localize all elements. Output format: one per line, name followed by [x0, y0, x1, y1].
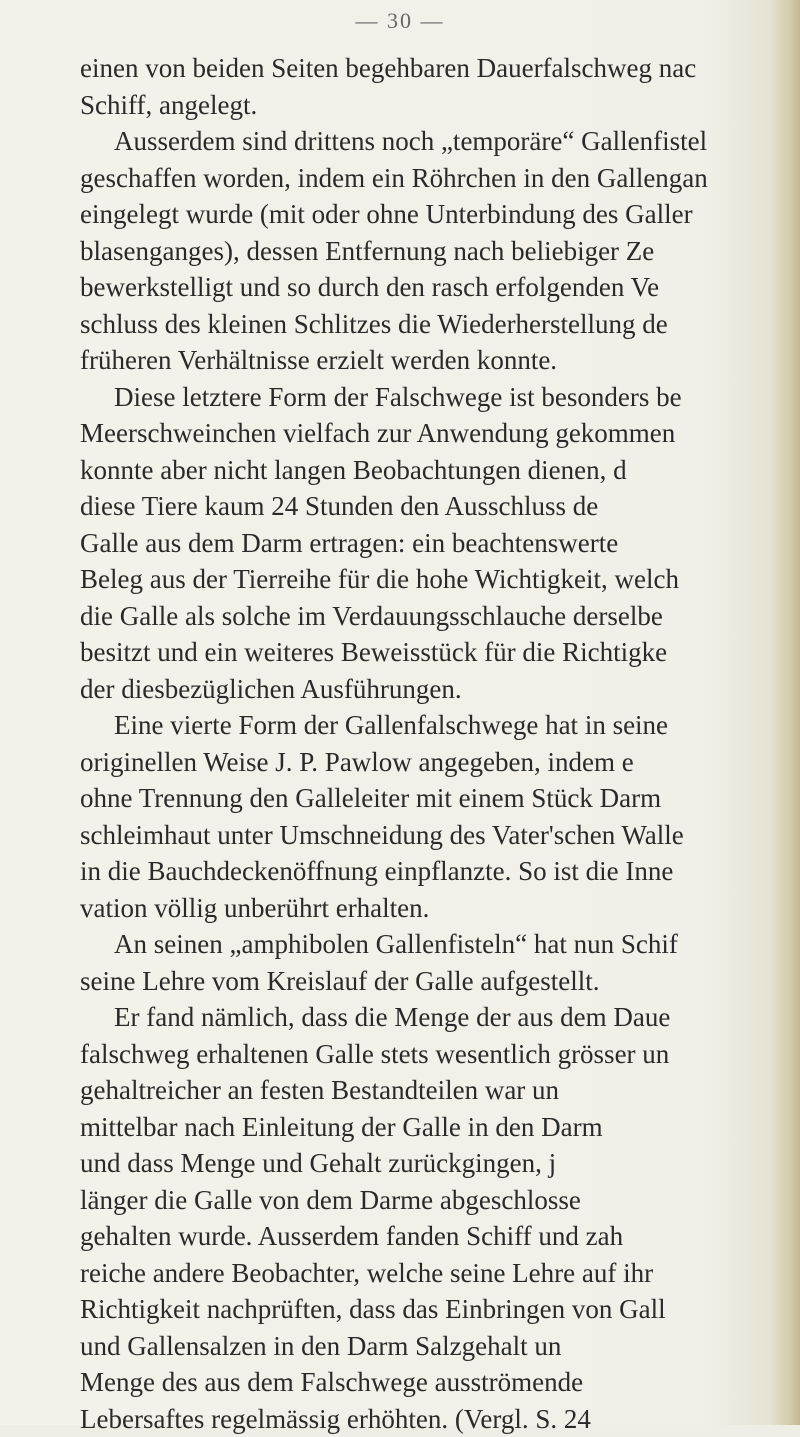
text-line: falschweg erhaltenen Galle stets wesentlich grösser un	[80, 1036, 800, 1073]
text-line: und dass Menge und Gehalt zurückgingen, j	[80, 1145, 800, 1182]
text-line: vation völlig unberührt erhalten.	[80, 890, 800, 927]
text-line: eingelegt wurde (mit oder ohne Unterbindung des Galler	[80, 196, 800, 233]
text-line: Richtigkeit nachprüften, dass das Einbringen von Gall	[80, 1291, 800, 1328]
text-line: Schiff, angelegt.	[80, 87, 800, 124]
text-line: originellen Weise J. P. Pawlow angegeben, indem e	[80, 744, 800, 781]
text-line: länger die Galle von dem Darme abgeschlosse	[80, 1182, 800, 1219]
text-line: diese Tiere kaum 24 Stunden den Ausschluss de	[80, 488, 800, 525]
text-line: Ausserdem sind drittens noch „temporäre“ Gallenfistel	[80, 123, 800, 160]
text-line: die Galle als solche im Verdauungsschlauche derselbe	[80, 598, 800, 635]
page-number: — 30 —	[0, 8, 800, 34]
text-line: der diesbezüglichen Ausführungen.	[80, 671, 800, 708]
text-line: mittelbar nach Einleitung der Galle in den Darm	[80, 1109, 800, 1146]
text-line: ohne Trennung den Galleleiter mit einem Stück Darm	[80, 780, 800, 817]
text-line: Beleg aus der Tierreihe für die hohe Wichtigkeit, welch	[80, 561, 800, 598]
text-line: seine Lehre vom Kreislauf der Galle aufgestellt.	[80, 963, 800, 1000]
text-line: Er fand nämlich, dass die Menge der aus dem Daue	[80, 999, 800, 1036]
text-line: gehalten wurde. Ausserdem fanden Schiff und zah	[80, 1218, 800, 1255]
text-line: blasenganges), dessen Entfernung nach beliebiger Ze	[80, 233, 800, 270]
text-line: schleimhaut unter Umschneidung des Vater'schen Walle	[80, 817, 800, 854]
text-line: Meerschweinchen vielfach zur Anwendung gekommen	[80, 415, 800, 452]
text-line: früheren Verhältnisse erzielt werden konnte.	[80, 342, 800, 379]
text-line: Diese letztere Form der Falschwege ist besonders be	[80, 379, 800, 416]
text-line: schluss des kleinen Schlitzes die Wiederherstellung de	[80, 306, 800, 343]
text-line: reiche andere Beobachter, welche seine Lehre auf ihr	[80, 1255, 800, 1292]
text-line: in die Bauchdeckenöffnung einpflanzte. So ist die Inne	[80, 853, 800, 890]
body-text	[80, 50, 800, 1437]
text-line: einen von beiden Seiten begehbaren Dauerfalschweg nac	[80, 50, 800, 87]
text-line: An seinen „amphibolen Gallenfisteln“ hat nun Schif	[80, 926, 800, 963]
text-line: geschaffen worden, indem ein Röhrchen in den Gallengan	[80, 160, 800, 197]
text-line: konnte aber nicht langen Beobachtungen dienen, d	[80, 452, 800, 489]
text-line: Eine vierte Form der Gallenfalschwege hat in seine	[80, 707, 800, 744]
text-line: Lebersaftes regelmässig erhöhten. (Vergl. S. 24	[80, 1401, 800, 1437]
text-line: besitzt und ein weiteres Beweisstück für die Richtigke	[80, 634, 800, 671]
text-line: und Gallensalzen in den Darm Salzgehalt un	[80, 1328, 800, 1365]
text-line: gehaltreicher an festen Bestandteilen war un	[80, 1072, 800, 1109]
text-line: Menge des aus dem Falschwege ausströmende	[80, 1364, 800, 1401]
text-line: bewerkstelligt und so durch den rasch erfolgenden Ve	[80, 269, 800, 306]
text-line: Galle aus dem Darm ertragen: ein beachtenswerte	[80, 525, 800, 562]
